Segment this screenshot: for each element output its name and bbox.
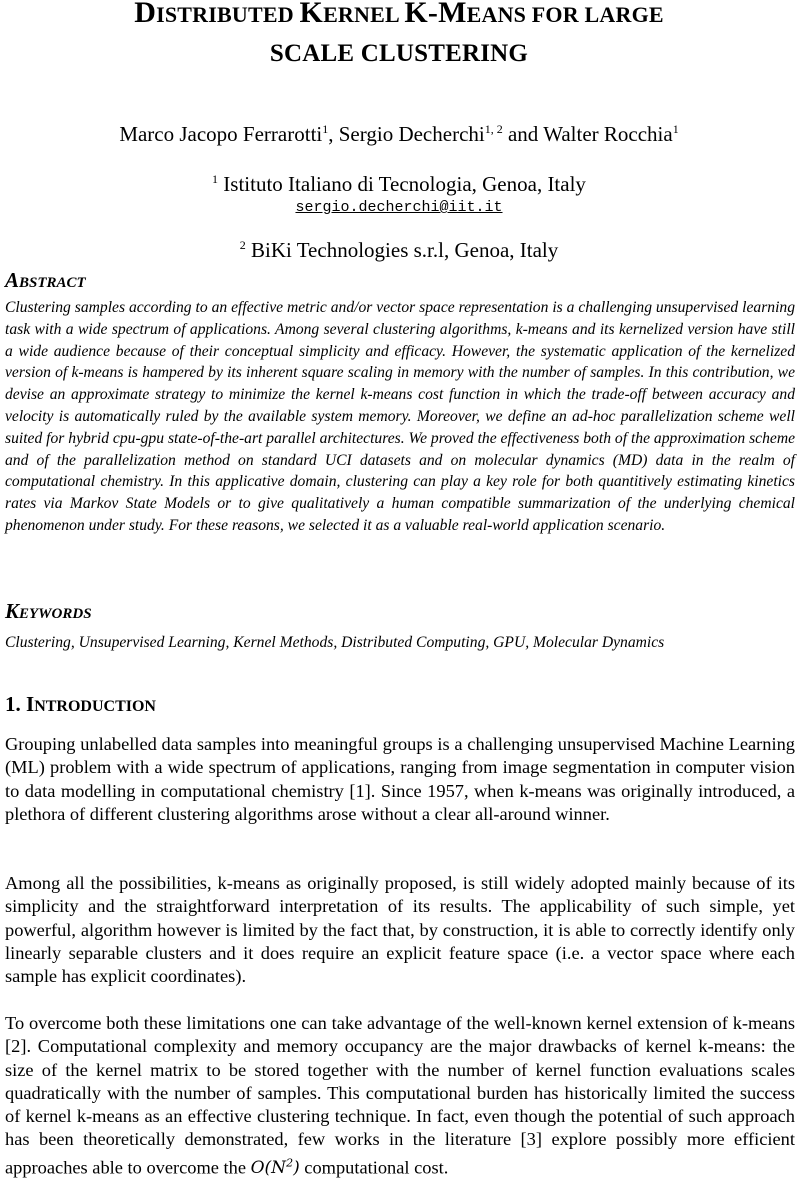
section-number: 1. bbox=[5, 692, 26, 716]
title-word-2-cap: K bbox=[299, 0, 324, 29]
author-name: Marco Jacopo Ferrarotti bbox=[119, 122, 323, 146]
abstract-heading bbox=[5, 268, 86, 293]
affiliation-text: BiKi Technologies s.r.l, Genoa, Italy bbox=[250, 238, 559, 262]
math-exponent: 2 bbox=[286, 1156, 294, 1170]
affiliation-mark: 1 bbox=[212, 172, 219, 186]
keywords-heading bbox=[5, 599, 92, 624]
author-affiliation-mark: 1 bbox=[322, 122, 329, 136]
big-o-math bbox=[251, 1158, 300, 1178]
affiliation-text: Istituto Italiano di Tecnologia, Genoa, Italy bbox=[223, 172, 586, 196]
introduction-paragraph-3 bbox=[5, 1012, 795, 1181]
introduction-heading bbox=[5, 692, 156, 717]
title-word-1-cap: D bbox=[134, 0, 157, 29]
author-separator: and bbox=[502, 122, 544, 146]
abstract-heading-cap: A bbox=[5, 268, 20, 292]
author-list bbox=[0, 122, 798, 147]
author-name: Walter Rocchia bbox=[543, 122, 673, 146]
paper-title-line-2: SCALE CLUSTERING bbox=[269, 40, 529, 67]
math-close: ) bbox=[293, 1158, 300, 1179]
abstract-heading-rest: BSTRACT bbox=[19, 275, 86, 291]
keywords-text: Clustering, Unsupervised Learning, Kernel Methods, Distributed Computing, GPU, Molecular Dynamics bbox=[5, 634, 665, 651]
paper-title-line-1 bbox=[0, 0, 798, 30]
abstract-text: Clustering samples according to an effective metric and/or vector space representation is a challenging unsupervised learning task with a wide spectrum of applications. Among several clustering algorithms, k-means and its kernelized version have still a wide audience because of their conceptual simplicity and efficacy. However, the systematic application of the kernelized version of k-means is hampered by its inherent square scaling in memory with the number of samples. In this contribution, we devise an approximate strategy to minimize the kernel k-means cost function in which the trade-off between accuracy and velocity is automatically ruled by the available system memory. Moreover, we define an ad-hoc parallelization scheme well suited for hybrid cpu-gpu state-of-the-art parallel architectures. We proved the effectiveness both of the approximation scheme and of the parallelization method on standard UCI datasets and on molecular dynamics (MD) data in the realm of computational chemistry. In this applicative domain, clustering can play a key role for both quantitively estimating kinetics rates via Markov State Models or to give qualitatively a human compatible summarization of the underlying chemical phenomenon under study. For these reasons, we selected it as a valuable real-world application scenario. bbox=[5, 299, 795, 534]
introduction-heading-cap: I bbox=[26, 692, 35, 716]
math-o: O(N bbox=[250, 1158, 287, 1179]
author-affiliation-mark: 1 bbox=[672, 122, 679, 136]
introduction-paragraph-2: Among all the possibilities, k-means as originally proposed, is still widely adopted mainly because of its simplicity and the straightforward interpretation of its results. The applicability of such simple, yet powerful, algorithm however is limited by the fact that, by construction, it is able to correctly identify only linearly separable clusters and it does require an explicit feature space (i.e. a vector space where each sample has explicit coordinates). bbox=[5, 873, 795, 987]
affiliation-2 bbox=[0, 238, 798, 263]
affiliation-mark: 2 bbox=[239, 238, 246, 252]
author-separator: , bbox=[328, 122, 339, 146]
paragraph-3-text: To overcome both these limitations one can take advantage of the well-known kernel extension of k-means [2]. Computational complexity and memory occupancy are the major drawbacks of kernel k-means: the size of the kernel matrix to be stored together with the number of kernel function evaluations scales quadratically with the number of samples. This computational burden has historically limited the success of kernel k-means as an effective clustering technique. In fact, even though the potential of such approach has been theoretically demonstrated, few works in the literature [3] explore possibly more efficient approaches able to overcome the bbox=[5, 1013, 795, 1178]
paragraph-3-tail: computational cost. bbox=[299, 1157, 449, 1178]
author-name: Sergio Decherchi bbox=[338, 122, 485, 146]
keywords-heading-cap: K bbox=[5, 599, 20, 623]
title-word-2-rest: ERNEL bbox=[323, 2, 405, 27]
keywords-heading-rest: EYWORDS bbox=[19, 606, 92, 622]
affiliation-1 bbox=[0, 172, 798, 197]
author-affiliation-mark: 1, 2 bbox=[484, 122, 503, 136]
contact-email-link[interactable]: sergio.decherchi@iit.it bbox=[295, 199, 503, 216]
title-word-1-rest: ISTRIBUTED bbox=[156, 2, 300, 27]
introduction-heading-rest: NTRODUCTION bbox=[34, 698, 156, 715]
title-word-3-cap: K-M bbox=[404, 0, 467, 29]
introduction-paragraph-1: Grouping unlabelled data samples into meaningful groups is a challenging unsupervised Machine Learning (ML) problem with a wide spectrum of applications, ranging from image segmentation in computer vision to data modelling in computational chemistry [1]. Since 1957, when k-means was originally introduced, a plethora of different clustering algorithms arose without a clear all-around winner. bbox=[5, 734, 795, 824]
title-word-3-rest: EANS FOR LARGE bbox=[466, 2, 664, 27]
